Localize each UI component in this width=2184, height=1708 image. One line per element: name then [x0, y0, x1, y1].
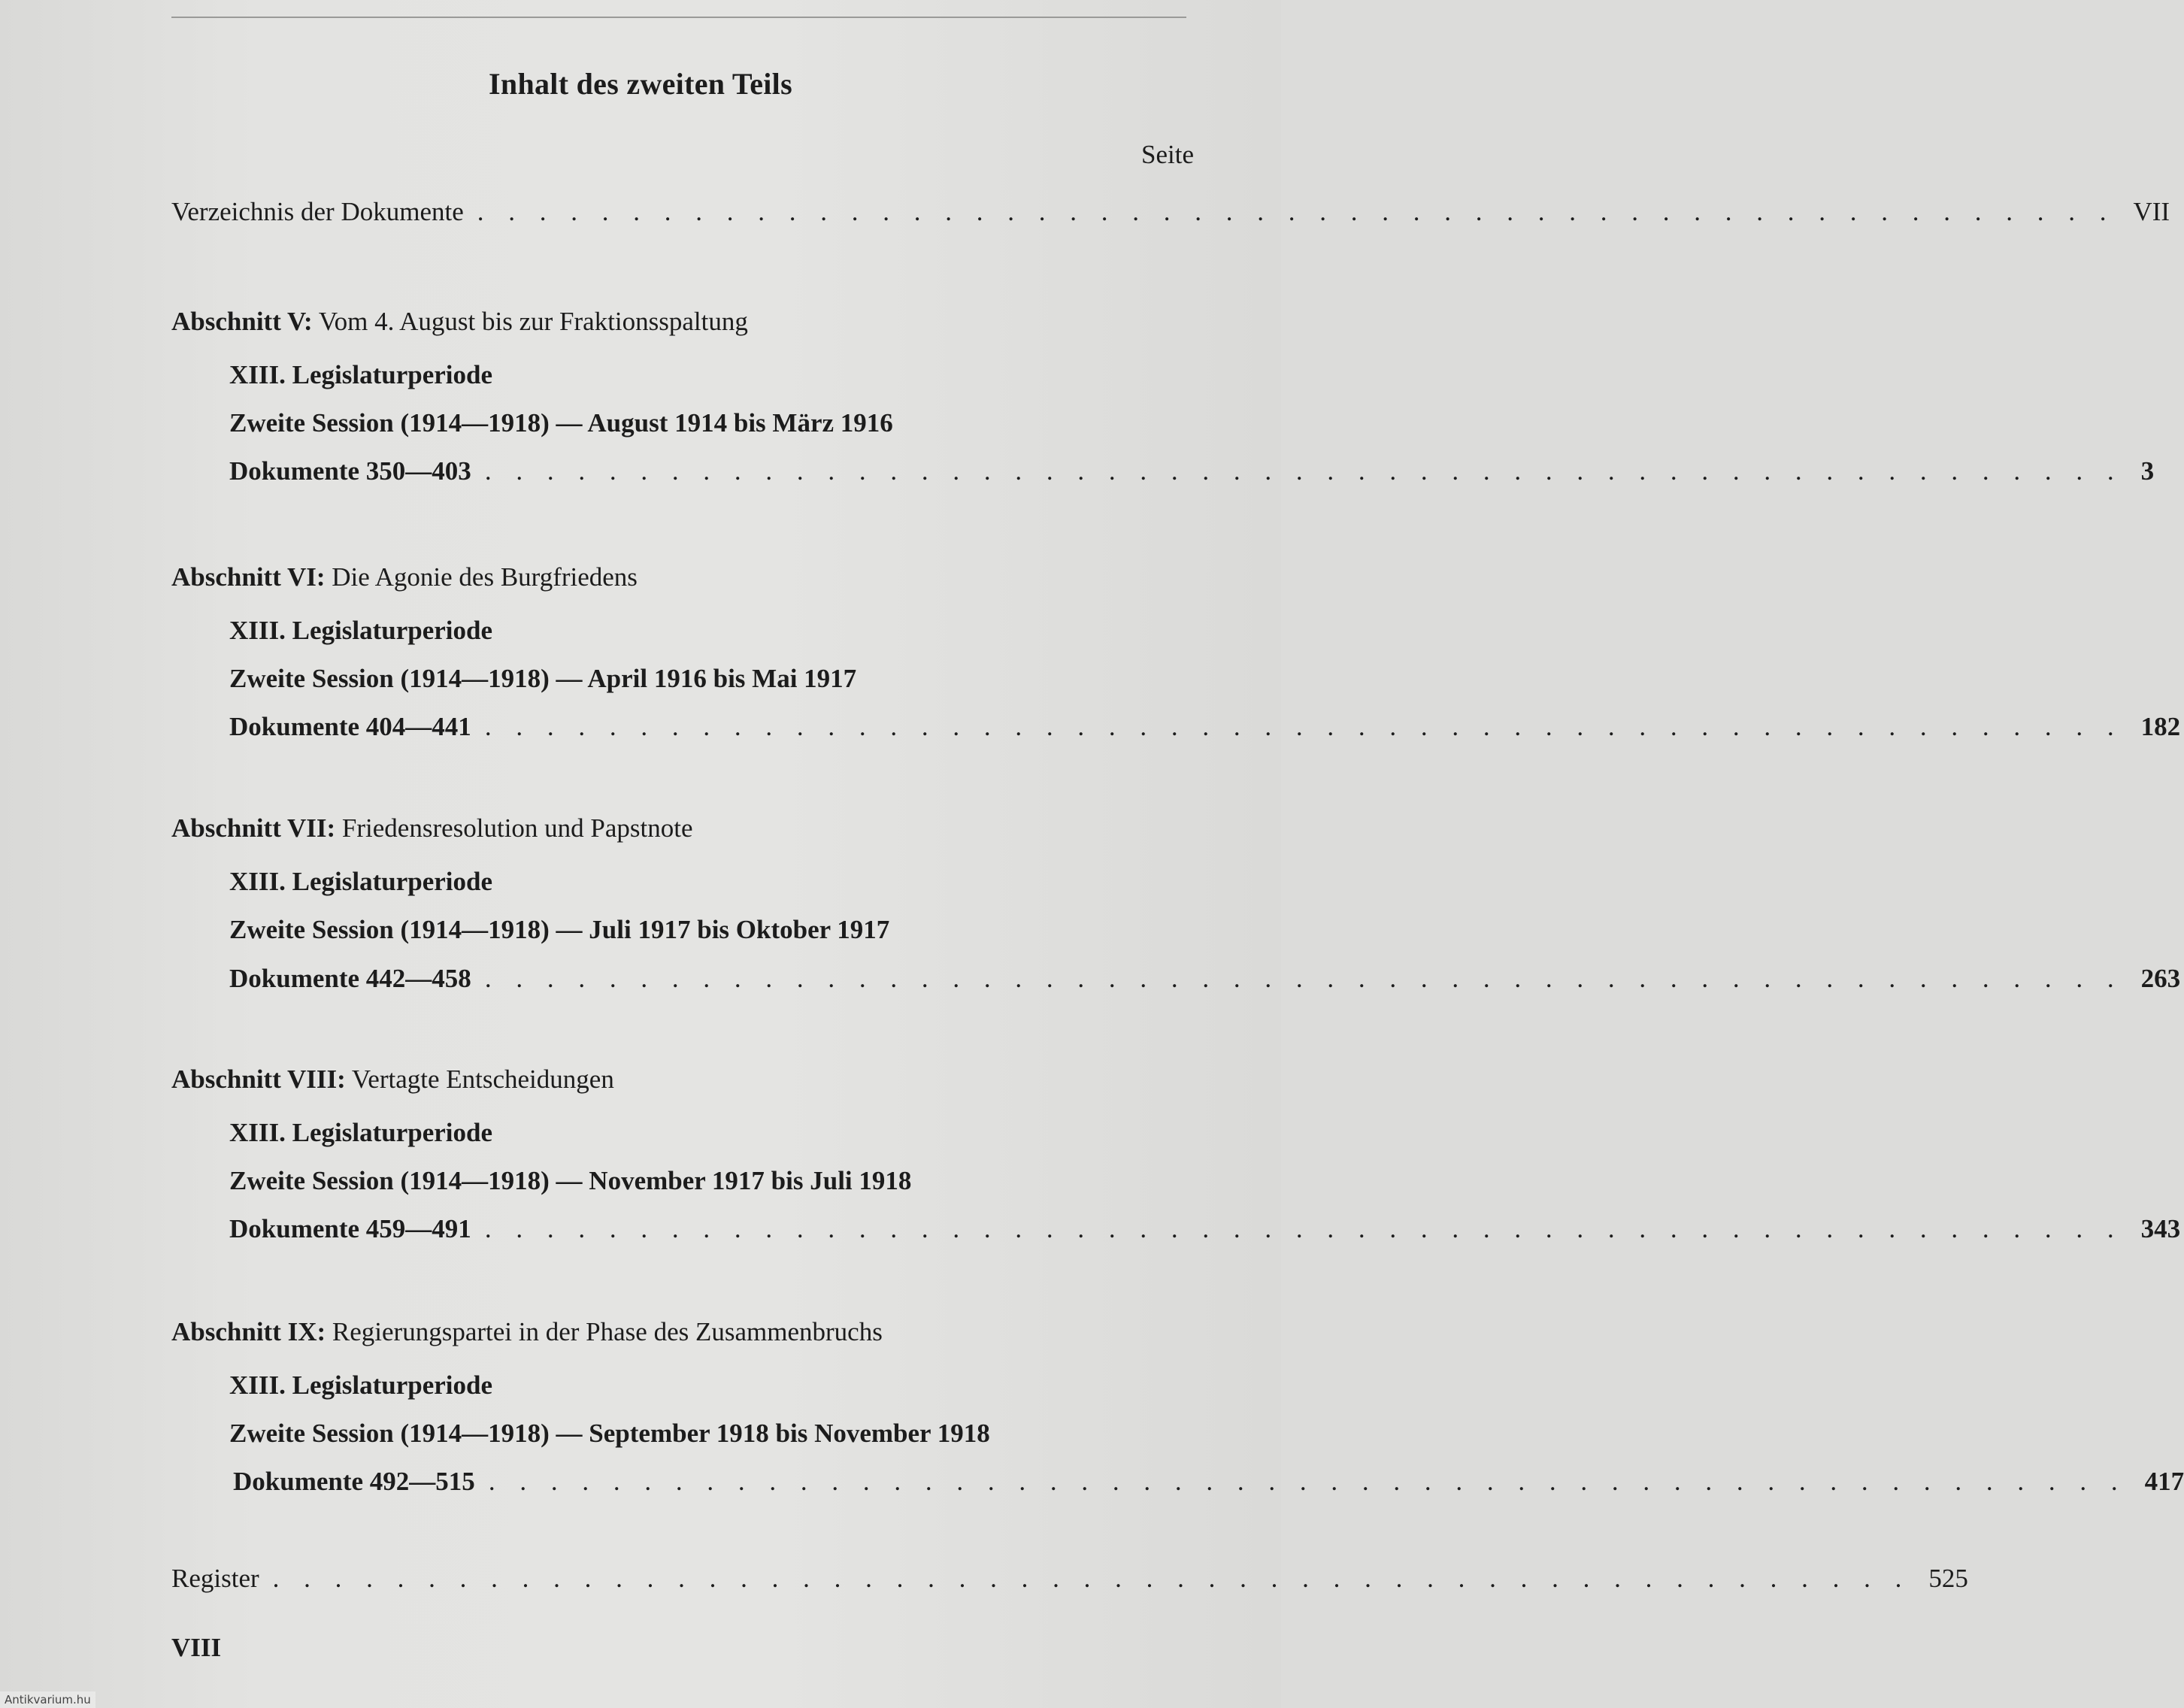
- toc-entry-label: Verzeichnis der Dokumente: [171, 197, 464, 226]
- section-heading: [171, 813, 693, 843]
- section-heading: [171, 1064, 614, 1095]
- dot-leader: . . . . . . . . . . . . . . . . . . . . . . . . . . . . . . . . . . . . . . . . . . . . . . . . . . . . .: [484, 1214, 2123, 1243]
- toc-entry-verzeichnis: [171, 197, 2170, 235]
- dot-leader: . . . . . . . . . . . . . . . . . . . . . . . . . . . . . . . . . . . . . . . . . . . . . . . . . . . . .: [488, 1467, 2127, 1496]
- toc-page-number: 182: [2140, 712, 2181, 741]
- documents-range: Dokumente 442—458: [229, 964, 471, 993]
- session-range: Zweite Session (1914—1918) — November 1917 bis Juli 1918: [229, 1166, 912, 1195]
- dot-leader: . . . . . . . . . . . . . . . . . . . . . . . . . . . . . . . . . . . . . . . . . . . . . . . . . . . . .: [477, 197, 2116, 226]
- toc-entry-documents: [229, 964, 2181, 1001]
- section-heading: [171, 307, 748, 337]
- legislative-period: XIII. Legislaturperiode: [229, 1118, 492, 1147]
- session-range: Zweite Session (1914—1918) — September 1918 bis November 1918: [229, 1419, 990, 1448]
- top-rule: [171, 17, 1186, 18]
- documents-range: Dokumente 350—403: [229, 456, 471, 486]
- legislative-period: XIII. Legislaturperiode: [229, 1370, 492, 1400]
- page-title: Inhalt des zweiten Teils: [489, 67, 792, 101]
- legislative-period: XIII. Legislaturperiode: [229, 616, 492, 645]
- session-range: Zweite Session (1914—1918) — April 1916 bis Mai 1917: [229, 664, 857, 693]
- section-number: Abschnitt VIII:: [171, 1064, 346, 1094]
- page-folio: VIII: [171, 1633, 222, 1662]
- dot-leader: . . . . . . . . . . . . . . . . . . . . . . . . . . . . . . . . . . . . . . . . . . . . . . . . . . . . .: [484, 964, 2123, 993]
- section-number: Abschnitt VII:: [171, 813, 336, 843]
- documents-range: Dokumente 404—441: [229, 712, 471, 741]
- toc-page-number: 343: [2140, 1214, 2181, 1243]
- section-number: Abschnitt V:: [171, 307, 313, 336]
- section-title: Vom 4. August bis zur Fraktionsspaltung: [318, 307, 748, 336]
- section-title: Vertagte Entscheidungen: [351, 1064, 614, 1094]
- dot-leader: . . . . . . . . . . . . . . . . . . . . . . . . . . . . . . . . . . . . . . . . . . . . . . . . . . . . .: [484, 456, 2123, 486]
- session-range: Zweite Session (1914—1918) — Juli 1917 bis Oktober 1917: [229, 915, 890, 944]
- toc-entry-documents: [229, 456, 2155, 494]
- section-title: Friedensresolution und Papstnote: [341, 813, 693, 843]
- toc-entry-label: Register: [171, 1564, 259, 1593]
- toc-page-number: VII: [2133, 197, 2170, 226]
- toc-page-number: 525: [1928, 1564, 1968, 1593]
- toc-entry-documents: [229, 712, 2181, 750]
- dot-leader: . . . . . . . . . . . . . . . . . . . . . . . . . . . . . . . . . . . . . . . . . . . . . . . . . . . . .: [272, 1564, 1911, 1593]
- dot-leader: . . . . . . . . . . . . . . . . . . . . . . . . . . . . . . . . . . . . . . . . . . . . . . . . . . . . .: [484, 712, 2123, 741]
- section-title: Regierungspartei in der Phase des Zusammenbruchs: [332, 1317, 883, 1346]
- legislative-period: XIII. Legislaturperiode: [229, 867, 492, 896]
- section-title: Die Agonie des Burgfriedens: [332, 562, 638, 592]
- legislative-period: XIII. Legislaturperiode: [229, 360, 492, 389]
- session-range: Zweite Session (1914—1918) — August 1914 bis März 1916: [229, 408, 893, 438]
- documents-range: Dokumente 492—515: [233, 1467, 475, 1496]
- column-header-seite: Seite: [1141, 140, 1194, 169]
- documents-range: Dokumente 459—491: [229, 1214, 471, 1243]
- toc-entry-documents: [229, 1214, 2181, 1252]
- toc-page-number: 3: [2140, 456, 2155, 486]
- toc-entry-register: [171, 1564, 1968, 1601]
- section-number: Abschnitt IX:: [171, 1317, 326, 1346]
- section-heading: [171, 1317, 883, 1347]
- section-heading: [171, 562, 638, 592]
- section-number: Abschnitt VI:: [171, 562, 326, 592]
- toc-page-number: 417: [2144, 1467, 2184, 1496]
- toc-entry-documents: [233, 1467, 2184, 1504]
- watermark: Antikvarium.hu: [0, 1691, 95, 1708]
- toc-page-number: 263: [2140, 964, 2181, 993]
